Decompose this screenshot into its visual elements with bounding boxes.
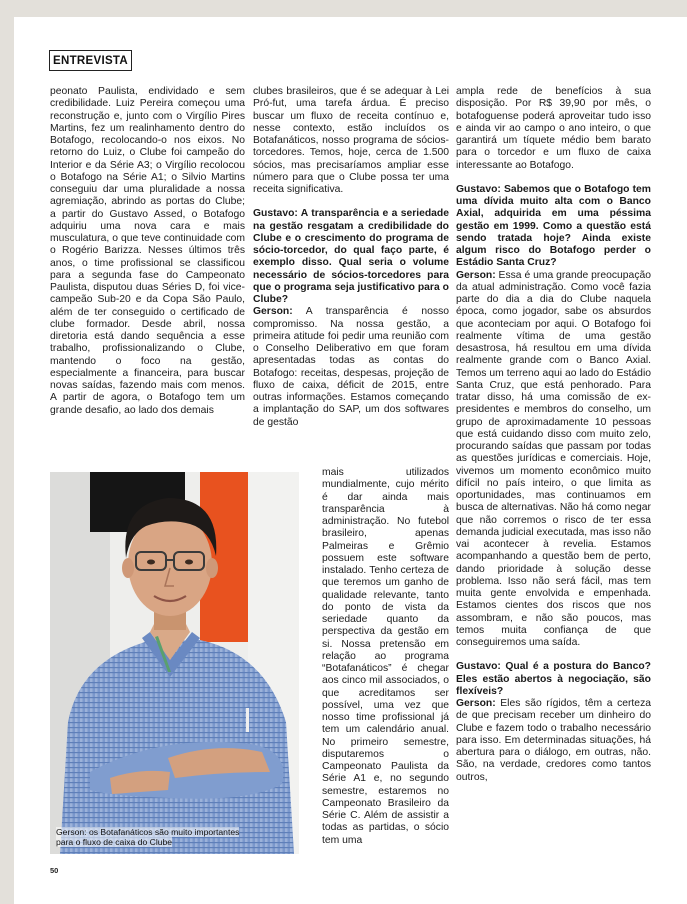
speaker-label: Gerson: — [253, 306, 293, 318]
interview-answer — [456, 698, 651, 784]
answer-text: A transparência é nosso compromisso. Na nossa gestão, a primeira atitude foi pedir uma reunião com o Conselho Deliberativo em que foram apresentadas todas as contas do Botafogo: receitas, despesas, projeção de fluxo de caixa, déficit de 2015, entre outras informações. Estamos começando a implantação do SAP, um dos softwares de gestão — [253, 306, 449, 428]
paragraph: ampla rede de benefícios à sua disposição. Por R$ 39,90 por mês, o botafoguense poderá aproveitar tudo isso e ainda vir ao campo o ano inteiro, o que garantirá um tíquete médio bem barato para o torcedor e um fluxo de caixa interessante ao Botafogo. — [456, 86, 651, 171]
page-edge-top — [0, 0, 687, 17]
speaker-label: Gerson: — [456, 269, 496, 281]
answer-text: Eles são rígidos, têm a certeza de que precisam receber um dinheiro do Clube e fazem todo o trabalho necessário para isso. Em determinadas situações, há abertura para o diálogo, em outras, não. São, na verdade, credores como tantos outros, — [456, 698, 651, 783]
photo-caption: Gerson: os Botafanáticos são muito importantes para o fluxo de caixa do Clube — [56, 827, 240, 847]
paragraph: clubes brasileiros, que é se adequar à Lei Pró-fut, uma tarefa árdua. É preciso buscar um fluxo de receita contínuo e, nesse contexto, estão incluídos os Botafanáticos, nosso programa de sócios-torcedores. Temos, hoje, cerca de 1.500 sócios, mas precisaríamos ampliar esse número para que o Clube possa ter uma receita significativa. — [253, 86, 449, 195]
interview-question: Gustavo: A transparência e a seriedade na gestão resgatam a credibilidade do Clube e o crescimento do programa de sócio-torcedor, do qual faço parte, é exemplo disso. Qual seria o volume necessário de sócios-torcedores para que o programa seja justificativo para o Clube? — [253, 208, 449, 305]
text-column-2 — [253, 86, 449, 429]
section-label: ENTREVISTA — [49, 50, 132, 71]
text-column-3 — [456, 86, 651, 784]
paragraph: peonato Paulista, endividado e sem credibilidade. Luiz Pereira começou uma reconstrução e, junto com o Virgílio Pires Martins, fez um realinhamento dentro do Botafogo, recolocando-o nos eixos. No retorno do Luiz, o Clube foi campeão do Interior e da Série A3; o Virgílio recolocou o Botafogo na Série A1; o Silvio Martins conseguiu dar uma pluralidade a nossa agremiação, abrindo as portas do Clube; a partir do Gustavo Assed, o Botafogo adquiriu uma nova cara e mais musculatura, o que teve continuidade com o Rogério Barizza. Nesses últimos três anos, o time profissional se classificou para a segunda fase do Campeonato Paulista, disputou duas Séries D, foi vice-campeão Sub-20 e da Copa São Paulo, além de ter conseguido o certificado de clube formador. Desde abril, nossa diretoria está dando sequência a esse trabalho, profissionalizando o Clube, mantendo o foco na gestão, especialmente a financeira, para buscar novas saídas, fazendo mais com menos. A partir de agora, o Botafogo tem um grande desafio, ao lado dos demais — [50, 86, 245, 416]
text-column-2-continued — [322, 467, 449, 847]
interview-question: Gustavo: Qual é a postura do Banco? Eles estão abertos à negociação, são flexíveis? — [456, 661, 651, 697]
page-edge-left — [0, 0, 14, 904]
interview-answer — [456, 270, 651, 650]
paragraph: mais utilizados mundialmente, cujo mérito é dar ainda mais transparência à administração. No futebol brasileiro, apenas Palmeiras e Grêmio possuem este software instalado. Tenho certeza de que teremos um ganho de qualidade relevante, tanto do ponto de vista da seriedade quanto da perspectiva da gestão em si. Nossa pretensão em relação ao programa “Botafanáticos” é chegar aos cinco mil associados, o que acreditamos ser possível, uma vez que nosso time profissional já tem um calendário anual. No primeiro semestre, disputaremos o Campeonato Paulista da Série A1 e, no segundo semestre, estaremos no Campeonato Brasileiro da Série C. Além de assistir a todas as partidas, o sócio tem uma — [322, 467, 449, 846]
interview-question: Gustavo: Sabemos que o Botafogo tem uma dívida muito alta com o Banco Axial, adquirida em uma péssima gestão em 1999. Como a questão está sendo tratada hoje? Ainda existe algum risco do Botafogo perder o Estádio Santa Cruz? — [456, 183, 651, 269]
page-number: 50 — [50, 866, 59, 875]
portrait-illustration — [50, 472, 299, 854]
answer-text: Essa é uma grande preocupação da atual administração. Como você fazia parte do dia a dia do Clube naquela época, como jogador, sabe os absurdos que aconteciam por aqui. O Botafogo foi realmente vítima de uma gestão desastrosa, há resultou em uma dívida realmente grande com o Banco Axial. Temos um terreno aqui ao lado do Estádio Santa Cruz, que está penhorado. Para tratar disso, há uma comissão de ex-presidentes e membros do conselho, um grupo de aproximadamente 10 pessoas que está cuidando disso com muito zelo, procurando saídas que passam por todas as questões jurídicas e comerciais. Hoje, vivemos um momento econômico muito difícil no país inteiro, o que limita as oportunidades, mas continuamos em busca de alternativas. Não há como negar que não corremos o risco de ter essa demanda judicial executada, mas isso não vai acontecer à revelia. Estamos acompanhando a questão bem de perto, dando prioridade à solução desse problema. Isso não será fácil, mas tem muita gente envolvida e empenhada. Estamos cientes dos riscos que nos assombram, e não são poucos, mas temos muita confiança de que conseguiremos uma saída. — [456, 269, 651, 648]
interview-answer — [253, 306, 449, 429]
portrait-photo — [50, 472, 299, 854]
speaker-label: Gerson: — [456, 698, 496, 709]
text-column-1 — [50, 86, 245, 417]
